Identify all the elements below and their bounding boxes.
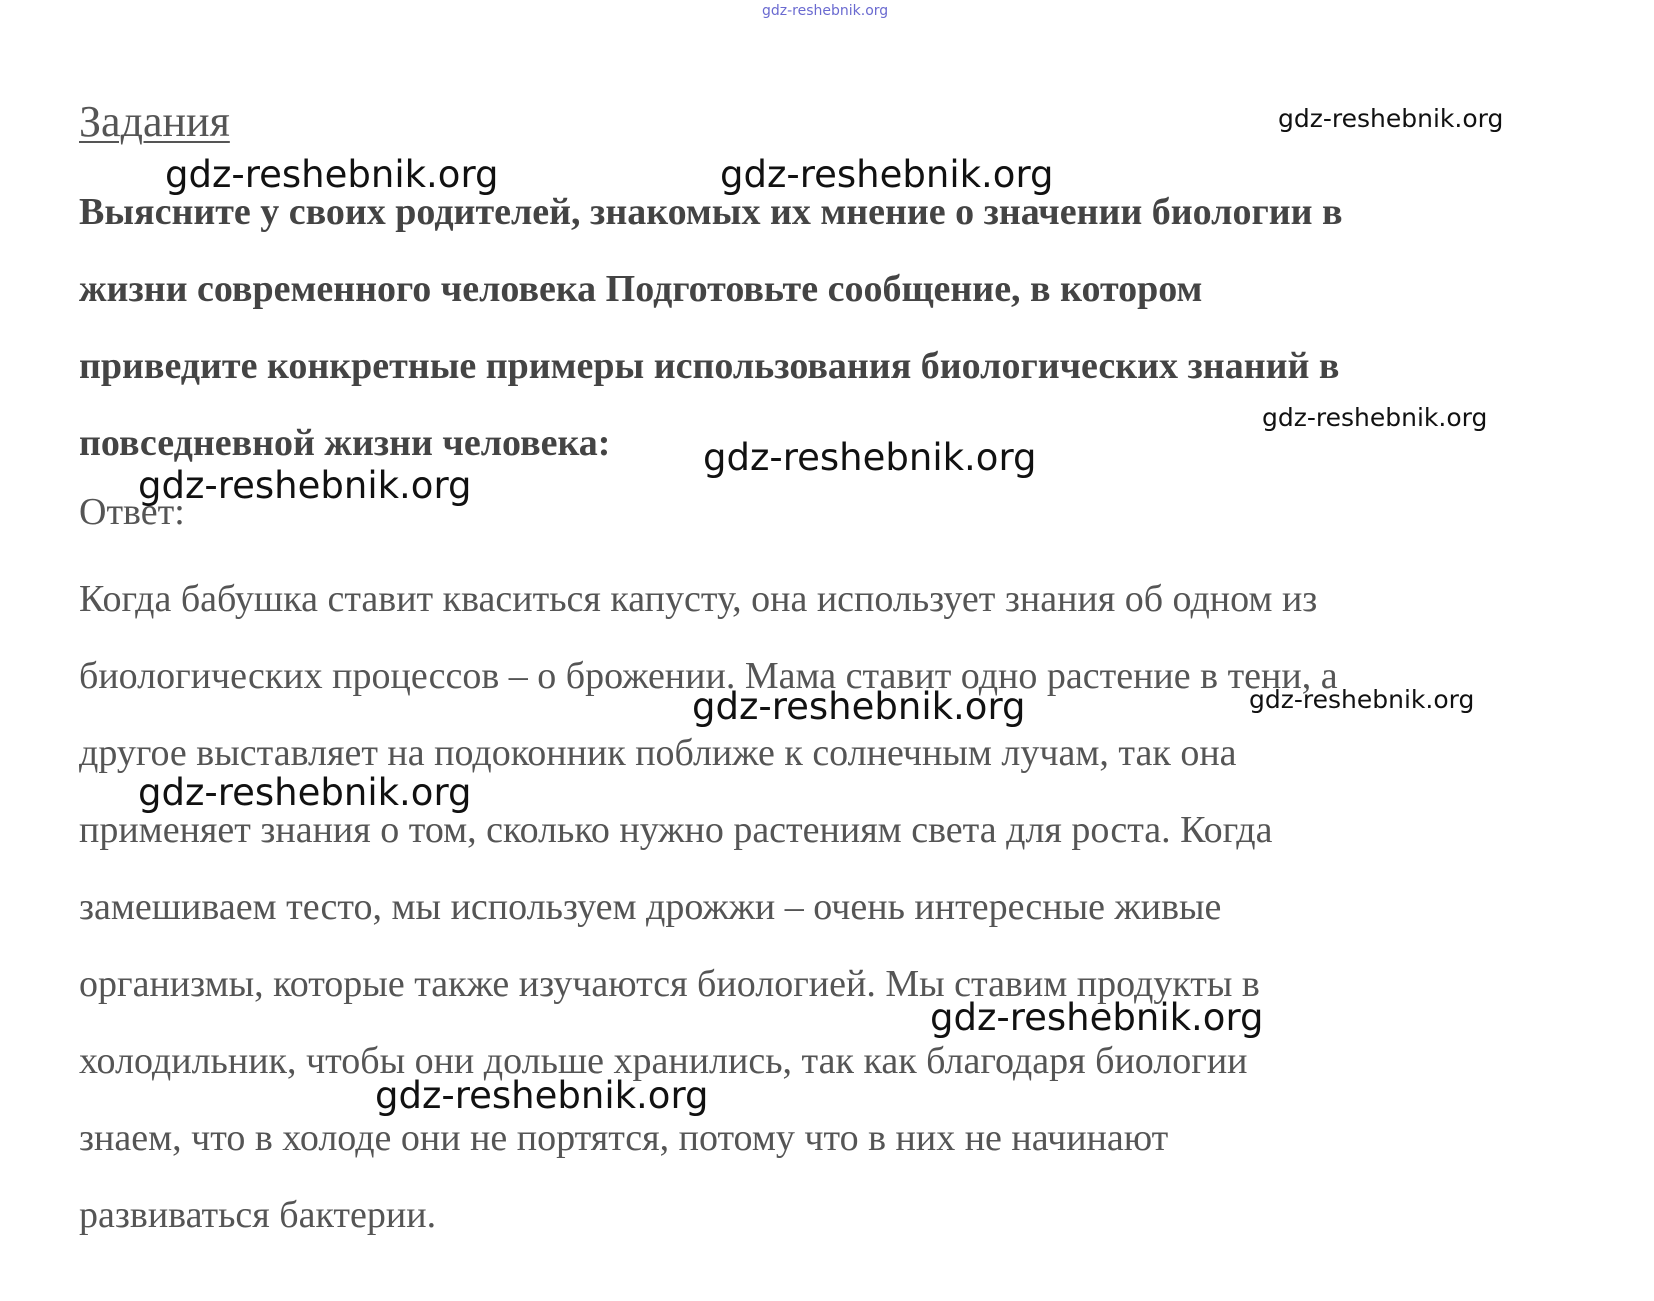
watermark: gdz-reshebnik.org — [692, 685, 1026, 728]
answer-label: Ответ: — [79, 491, 185, 533]
task-line: повседневной жизни человека: — [79, 422, 611, 464]
task-line: Выясните у своих родителей, знакомых их мнение о значении биологии в — [79, 191, 1343, 233]
page-heading: Задания — [79, 97, 230, 146]
answer-line: другое выставляет на подоконник поближе к солнечным лучам, так она — [79, 732, 1237, 774]
answer-line: применяет знания о том, сколько нужно растениям света для роста. Когда — [79, 809, 1273, 851]
watermark: gdz-reshebnik.org — [703, 436, 1037, 479]
watermark: gdz-reshebnik.org — [375, 1074, 709, 1117]
watermark: gdz-reshebnik.org — [930, 996, 1264, 1039]
task-line: приведите конкретные примеры использования биологических знаний в — [79, 345, 1340, 387]
watermark: gdz-reshebnik.org — [138, 464, 472, 507]
watermark: gdz-reshebnik.org — [1249, 685, 1475, 714]
answer-line: знаем, что в холоде они не портятся, потому что в них не начинают — [79, 1117, 1169, 1159]
watermark: gdz-reshebnik.org — [165, 153, 499, 196]
answer-line: развиваться бактерии. — [79, 1194, 437, 1236]
watermark: gdz-reshebnik.org — [138, 771, 472, 814]
watermark: gdz-reshebnik.org — [720, 153, 1054, 196]
watermark: gdz-reshebnik.org — [1262, 403, 1488, 432]
answer-line: замешиваем тесто, мы используем дрожжи – очень интересные живые — [79, 886, 1222, 928]
answer-line: Когда бабушка ставит кваситься капусту, она использует знания об одном из — [79, 578, 1318, 620]
task-line: жизни современного человека Подготовьте сообщение, в котором — [79, 268, 1203, 310]
answer-line: биологических процессов – о брожении. Мама ставит одно растение в тени, а — [79, 655, 1338, 697]
watermark: gdz-reshebnik.org — [1278, 104, 1504, 133]
answer-line: холодильник, чтобы они дольше хранились, так как благодаря биологии — [79, 1040, 1248, 1082]
header-watermark: gdz-reshebnik.org — [762, 3, 889, 19]
answer-line: организмы, которые также изучаются биологией. Мы ставим продукты в — [79, 963, 1260, 1005]
answer-text — [79, 561, 1594, 1254]
